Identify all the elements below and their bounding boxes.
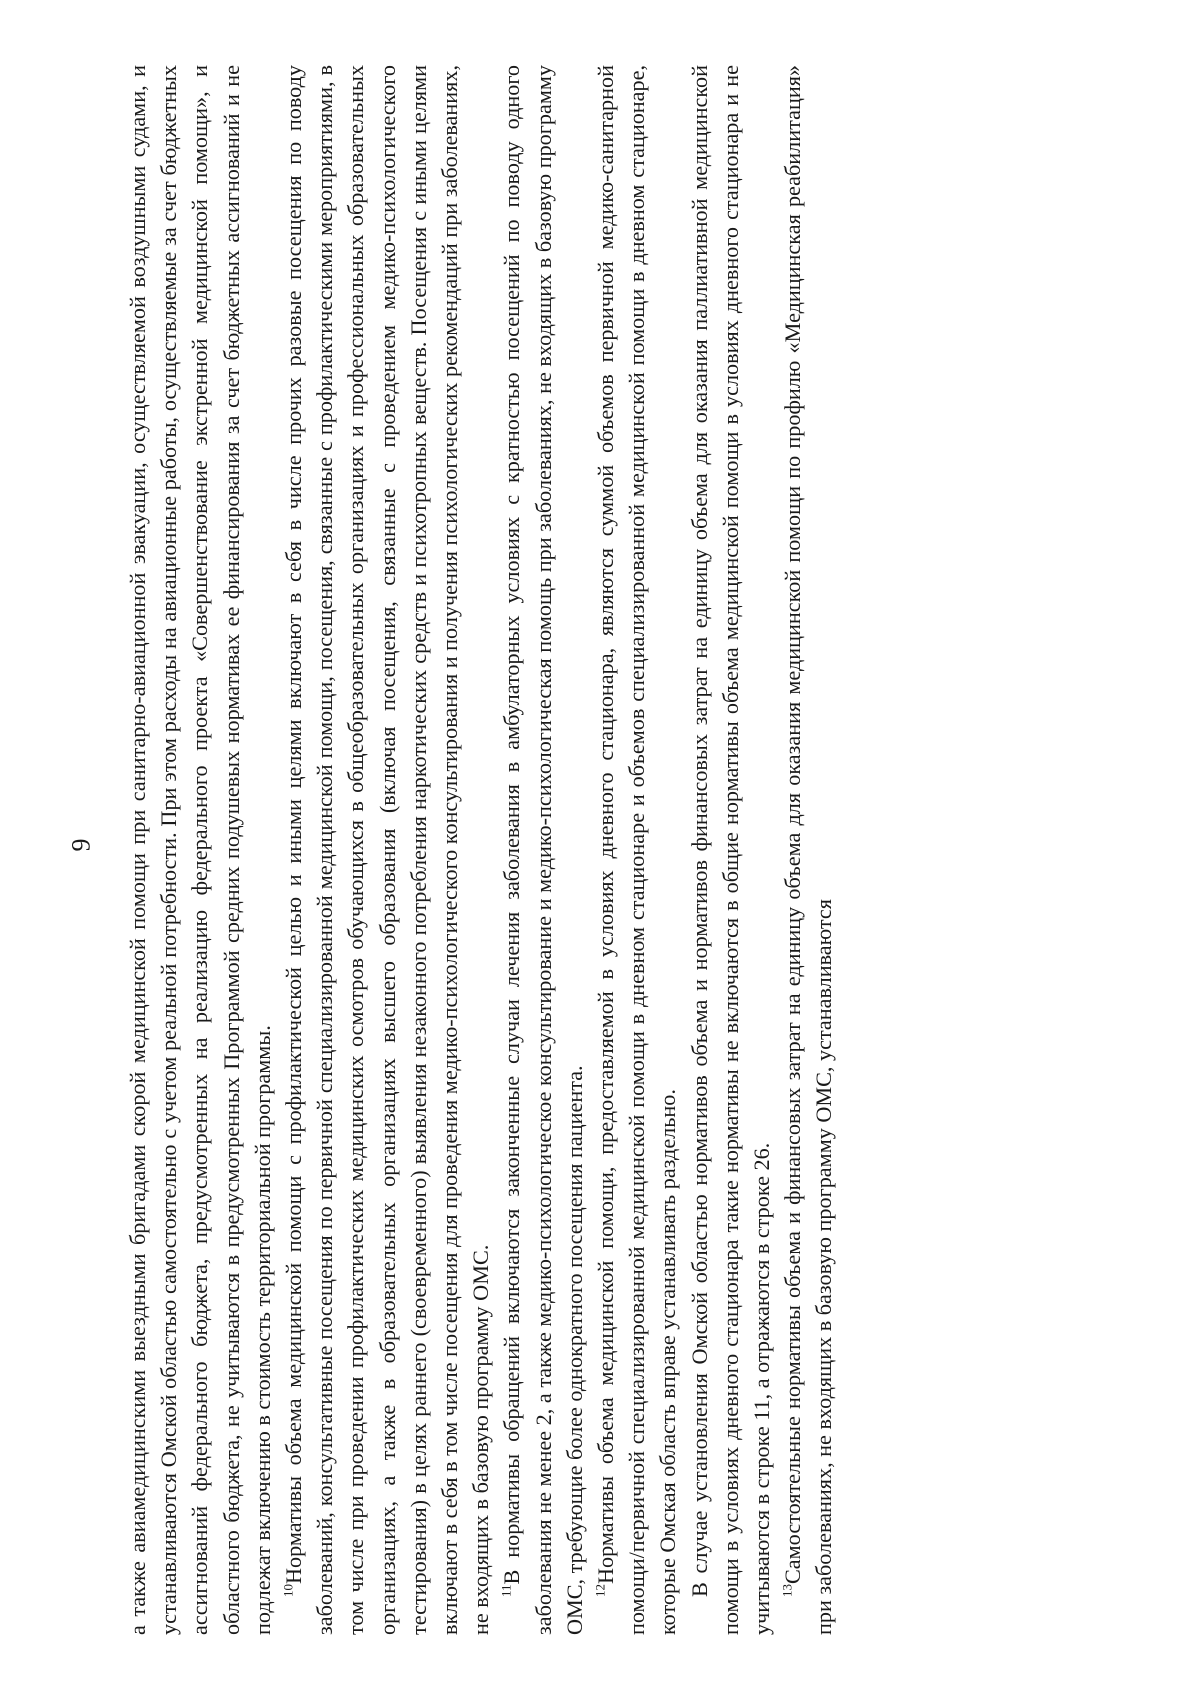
paragraph-text: В нормативы обращений включаются законченные случаи лечения заболевания в амбулаторных условиях с кратностью посещений по поводу одного заболевания не менее 2, а также медико-психологическое консультирование и медико-психологическая помощь при заболеваниях, не входящих в базовую программу ОМС, требующие более однократного посещения пациента.: [499, 65, 587, 1635]
page-number: 9: [66, 838, 96, 852]
footnote-10: [278, 65, 496, 1635]
paragraph-continuation: [122, 65, 278, 1635]
document-body: [122, 65, 1122, 1635]
footnote-marker: 11: [499, 1584, 515, 1597]
footnote-marker: 10: [280, 1584, 296, 1597]
paragraph-text: Нормативы объема медицинской помощи, предоставляемой в условиях дневного стационара, являются суммой объемов первичной медико-санитарной помощи/первичной специализированной медицинской помощи в дневном стационаре и объемов специализированной медицинской помощи в дневном стационаре, которые Омская область вправе устанавливать раздельно.: [593, 65, 681, 1635]
paragraph-text: Самостоятельные нормативы объема и финансовых затрат на единицу объема для оказания медицинской помощи по профилю «Медицинская реабилитация» при заболеваниях, не входящих в базовую программу ОМС, устанавливаются: [780, 65, 837, 1635]
footnote-marker: 12: [592, 1584, 608, 1597]
footnote-13: [777, 65, 839, 1635]
footnote-marker: 13: [779, 1584, 795, 1597]
paragraph-text: а также авиамедицинскими выездными бригадами скорой медицинской помощи при санитарно-авиационной эвакуации, осуществляемой воздушными судами, и устанавливаются Омской областью самостоятельно с учетом реальной потребности. При этом расходы на авиационные работы, осуществляемые за счет бюджетных ассигнований федерального бюджета, предусмотренных на реализацию федерального проекта «Совершенствование экстренной медицинской помощи», и областного бюджета, не учитываются в предусмотренных Программой средних подушевых нормативах ее финансирования за счет бюджетных ассигнований и не подлежат включению в стоимость территориальной программы.: [125, 65, 275, 1635]
footnote-11: [496, 65, 590, 1635]
paragraph-text: В случае установления Омской областью нормативов объема и нормативов финансовых затрат на единицу объема для оказания паллиативной медицинской помощи в условиях дневного стационара такие нормативы не включаются в общие нормативы объема медицинской помощи в условиях дневного стационара и не учитываются в строке 11, а отражаются в строке 26.: [686, 65, 775, 1635]
paragraph-text: Нормативы объема медицинской помощи с профилактической целью и иными целями включают в себя в числе прочих разовые посещения по поводу заболеваний, консультативные посещения по первичной специализированной медицинской помощи, посещения, связанные с профилактическими мероприятиями, в том числе при проведении профилактических медицинских осмотров обучающихся в общеобразовательных организациях и профессиональных образовательных организациях, а также в образовательных организациях высшего образования (включая посещения, связанные с проведением медико-психологического тестирования) в целях раннего (своевременного) выявления незаконного потребления наркотических средств и психотропных веществ. Посещения с иными целями включают в себя в том числе посещения для проведения медико-психологического консультирования и получения психологических рекомендаций при заболеваниях, не входящих в базовую программу ОМС.: [281, 65, 494, 1635]
paragraph-palliative: [684, 65, 778, 1635]
footnote-12: [590, 65, 684, 1635]
